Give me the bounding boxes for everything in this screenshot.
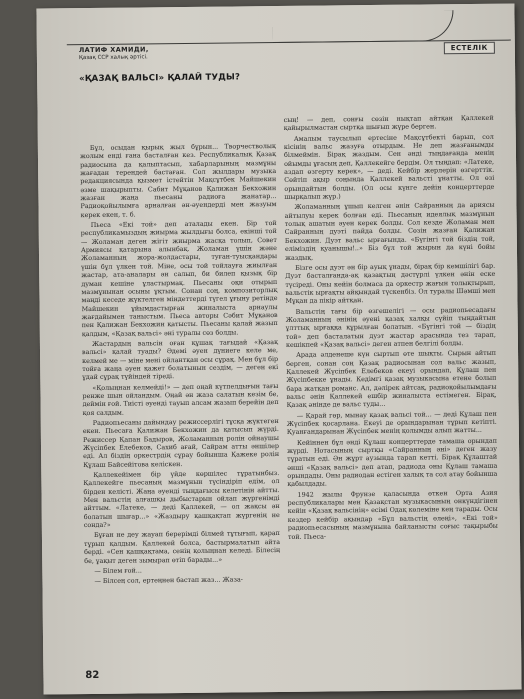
paragraph: Радиопьесаны дайындау режиссерлігі тұсқа жүктеген екен. Пьесаға Қалижан Бекхожин да қатысып жүрді. Режиссер Қапан Бадыров, Жоламанның ролін ойнаушы Жүсіпбек Елебеков, Сахиб ағай, Сайрам атты әншілер еді. Ал біздің оркестрдің сұрау бойынша Қажеке ролін Құлаш Байсейітова келіскен.: [82, 417, 280, 469]
author-role: Қазақ ССР халық әртісі.: [78, 54, 148, 62]
paragraph: сың! — деп, сонғы сөзін нықтап айтқан Қаллекей қайырылмастан сыртқа шығып жүре берген.: [283, 113, 494, 133]
right-column: [284, 114, 498, 543]
page-number: 82: [85, 669, 100, 682]
paragraph: «Қолыңнан келмейді!» — деп оңай күтпелдығын тағы ренже шын ойландым. Оңай ән жаза салатын кезім бе, деймін ғой. Тиісті әуенді тауып алсам жазып берейін деп қоя салдым.: [82, 381, 279, 417]
paragraph: Бұл, осыдан қырық жыл бұрын... Творчестволық жолым енді ғана басталған кез. Республикалық Қазақ радиосына да қалыптасып, хабарларының мазмұны жағадан терендей бастаған. Сол жылдары музыка редакциясында қызмет істейтін Мақсұтбек Майшекин әзме шақырыпты. Сабит Мұқанов Қалижан Бекхожин жазған жаңа пьесаны радиоға жанатар... Радиоқойылымға арналған ән-әуендерді мен жазуым керек екен, т. б.: [79, 142, 277, 219]
header-decoration: [272, 10, 453, 43]
paragraph: 1942 жылы Фрунзе қаласында өткен Орта Азия республикалары мен Қазақстан музыкасының онкүндігінен кейін «Қазақ вальсінің» есімі Одақ көлеміне кең тарады. Осы кездер кейбір ақындар «Бұл вальстің өлеңі», «Екі той» радиопьесасының мазмұнына байланысты соғыс тақырыбы той. Пьеса-: [287, 488, 498, 541]
paragraph: Пьеса «Екі той» деп аталады екен. Бір той республикамыздың жиырма жылдығы болса, екінші той — Жоламан деген жігіт жиырма жасқа толып, Совет Армиясы қатарына алынбақ. Жоламан үшін жәнe Жоламанның жора-жолдастары, туған-туысқандары үшін бұл үлкен той. Міне, осы той тойлауға жиылған жастар, ата-аналары ән салып, би билеп қызық бір думан кешіне ұластырмақ. Пьесаны оқи отырып мазмұнынан осыны ұқтым. Сонан соң, композиторлық маңді кеседе жүктелген міндеттерді түгел ұғыну ретінде Майшекин ұйымдастырған жиналыста арнаулы жағдайымен таныстым. Пьеса авторы Сәбит Мұқанов пен Қалижан Бекхожин қатысты. Пьесаны қалай жазып қалдым, «Қазақ вальсі» әні туралы сөз болды.: [80, 219, 278, 338]
paragraph: Вальстің тағы бір өзгешелігі — осы радиопьесадағы Жоламанның әнінің әуені қазақ халқы сүйіп тыңдайтын ұлттық ырғаққа құрылған болатын. «Бүгінгі той — біздің той» деп басталатын дуэт жастар арасында тез тарап, кешікпей «Қазақ вальсі» деген атпен белгілі болды.: [285, 305, 496, 349]
author-name: ЛАТИФ ХАМИДИ,: [78, 45, 149, 55]
section-tag: ЕСТЕЛІК: [444, 42, 495, 55]
paragraph: Кейіннен бұл әнді Құлаш концерттерде тамаша орындап жүрді. Нотасының сыртқы «Сайранның әні» деген жазу тұратын еді. Ән жұрт аузында тарап кетті. Бірақ Құлаштай әнші «Қазақ вальсі» деп атап, радиода оны Құлаш тамаша орындады. Оны радиодан естіген халық та сол атау бойынша қабылдады.: [287, 436, 498, 489]
paragraph: Қаллекейімен бір үйде көршілес тұратынбыз. Қаллекейге пьесаның мазмұнын түсіндіріп едім, ол бірден келісті. Жаңа әуенді тыңдағысы келетінін айтты. Мен вальстің алғашқы дыбыстарын ойлап жүргенімді айттым. «Латеке, — деді Қаллекей, — ол жақсы ән болатын шығар...» «Жаздыру қашқақтап жүргенің не сонда?»: [83, 469, 280, 530]
paragraph: — Қарай гөр, мынау қазақ вальсі той... — деді Құлаш пен Жүсіпбек қосарлана. Екеуі де орындарынан тұрып кетіпті. Қуанғандарынан Жүсіпбек менің қолымды алып жатты...: [286, 409, 497, 437]
magazine-page: [36, 4, 521, 695]
paragraph: Жоламанның ұшып келген әнін Сайранның да ариясы айтылуы керек болған еді. Пьесаның идеялық мазмұнын толық ашатын әуен керек болды. Сол кезде Жоламан мен Сайранның дуэті пайда болды. Сөзін жазған Қалижан Бекхожин. Дуэт вальс ырғағында. «Бүгінгі той біздің той, еліміздің қуанышы!..» Біз бұл той жырын да күні бойы жаздық.: [284, 201, 495, 262]
paragraph: Арада әлденеше күн сыртып өте шықты. Сырын айтып берген, сонан соң Қазақ радиосынан сол вальс жазып, Қаллекей Жүсіпбек Елебеков екеуі орындап, Құлаш пен Жүсіпбекке ұнады. Кедімгі қазақ музыкасына етене болып бара жатқан романс. Ал, дәлірек айтсақ, радиоқойылымдағы вальс әнін Қаллекей ешбір жиналыста естімеген. Бірақ, Қазақ әнінде де вальс туды...: [286, 349, 497, 410]
paragraph: Амалым таусылып ертесіне Мақсұтбекті барып, сол кісінің вальс жазуға отырдым. Не деп жазғанымды білмеймін. Бірақ жаздым. Сен әнді тыңдағанда менің ойымды ұғасың деп, Қаллекейге бердім. Ол тыңдап: «Латеке, аздап өзгерту керек», — деді. Кейбір жерлерін өзгерттік. Сөйтіп ақыр соңында Қаллекей вальсті ұнатты. Ол өзі орындайтын болды. (Ол осы күнге дейін концерттерде шырқалып жүр.): [283, 132, 495, 202]
paragraph: Бұған не деу жауап берерімді білмей тұтығып, қарап тұрып қалдым. Қаллекей болса, бастырмалатып айта берді. «Сен қашқақтама, сенің қолыңнан келеді. Білесің бе, ұақыт деген зымырап өтіп барады...»: [83, 529, 281, 565]
dialogue-line: — Білем ғой...: [94, 566, 142, 575]
paragraph: Жастардың вальсін оған құшақ тағыдай «Қазақ вальсі» қалай туады? Әдемі әуен дүниеге келе ме, келмей ме — міне мені ойлантқан осы сұрақ. Мен бұл бір тойға жаңа әуен қажет болатынын сездім, — деген екі ұдай сұрақ түйіндей тіреді.: [81, 337, 279, 382]
author-block: [79, 45, 149, 61]
dialogue-line: — Білсең сол, ертеңнен бастап жаз... Жаза-: [94, 575, 243, 586]
article-title: «ҚАЗАҚ ВАЛЬСІ» ҚАЛАЙ ТУДЫ?: [79, 72, 241, 85]
left-column: [80, 142, 281, 588]
paragraph: Бізге осы дуэт ән бір ауық ұнады, бірақ бір кемшілігі бар. Дуэт басталғанда-ақ қазақтың дәстүрлі үлкен әнін еске түсіреді. Оны кейін болмаса да оркестр жағын толықтырып, вальстік ырғақты айқындай түскенбіз. Ол туралы Шәмші мен Мұқан да пікір айтқан.: [285, 261, 496, 306]
